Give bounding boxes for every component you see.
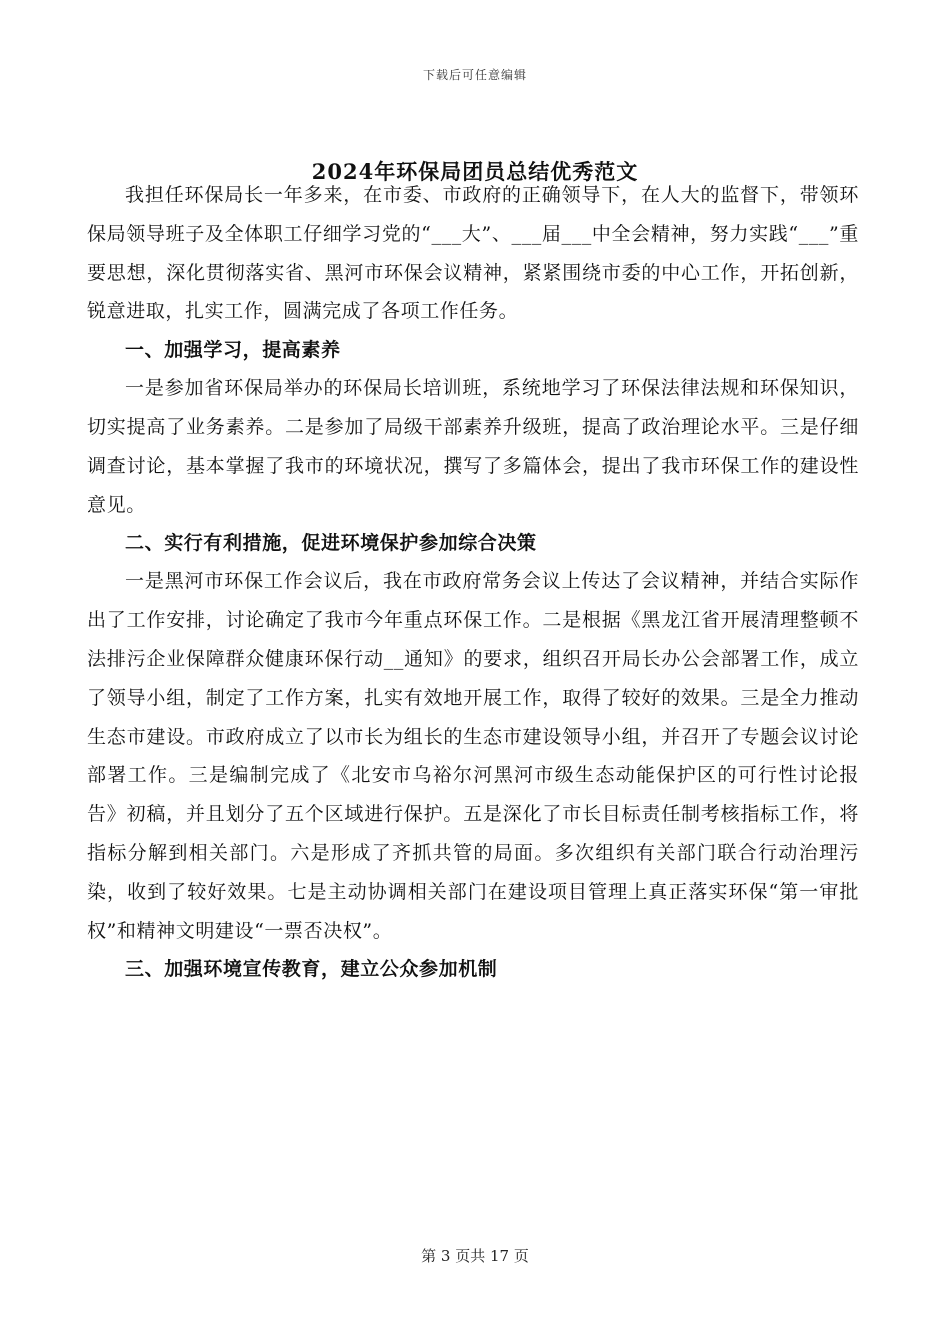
section-heading-1: 一、加强学习，提高素养	[125, 339, 341, 362]
section-heading-3: 三、加强环境宣传教育，建立公众参加机制	[125, 958, 498, 981]
document-title: 2024年环保局团员总结优秀范文	[311, 159, 639, 185]
section-body-1: 一是参加省环保局举办的环保局长培训班，系统地学习了环保法律法规和环保知识，切实提高了业务素养。二是参加了局级干部素养升级班，提高了政治理论水平。三是仔细调查讨论，基本掌握了我市的环境状况，撰写了多篇体会，提出了我市环保工作的建设性意见。	[87, 377, 859, 516]
intro-paragraph: 我担任环保局长一年多来，在市委、市政府的正确领导下，在人大的监督下，带领环保局领导班子及全体职工仔细学习党的“___大”、___届___中全会精神，努力实践“___”重要思想，深化贯彻落实省、黑河市环保会议精神，紧紧围绕市委的中心工作，开拓创新，锐意进取，扎实工作，圆满完成了各项工作任务。	[87, 184, 859, 323]
document-body	[87, 176, 859, 988]
page-number-footer: 第 3 页共 17 页	[421, 1247, 529, 1265]
section-body-2: 一是黑河市环保工作会议后，我在市政府常务会议上传达了会议精神，并结合实际作出了工作安排，讨论确定了我市今年重点环保工作。二是根据《黑龙江省开展清理整顿不法排污企业保障群众健康环保行动__通知》的要求，组织召开局长办公会部署工作，成立了领导小组，制定了工作方案，扎实有效地开展工作，取得了较好的效果。三是全力推动生态市建设。市政府成立了以市长为组长的生态市建设领导小组，并召开了专题会议讨论部署工作。三是编制完成了《北安市乌裕尔河黑河市级生态动能保护区的可行性讨论报告》初稿，并且划分了五个区域进行保护。五是深化了市长目标责任制考核指标工作，将指标分解到相关部门。六是形成了齐抓共管的局面。多次组织有关部门联合行动治理污染，收到了较好效果。七是主动协调相关部门在建设项目管理上真正落实环保“第一审批权”和精神文明建设“一票否决权”。	[87, 570, 859, 942]
section-heading-2: 二、实行有利措施，促进环境保护参加综合决策	[125, 532, 537, 555]
header-note: 下载后可任意编辑	[422, 68, 527, 82]
